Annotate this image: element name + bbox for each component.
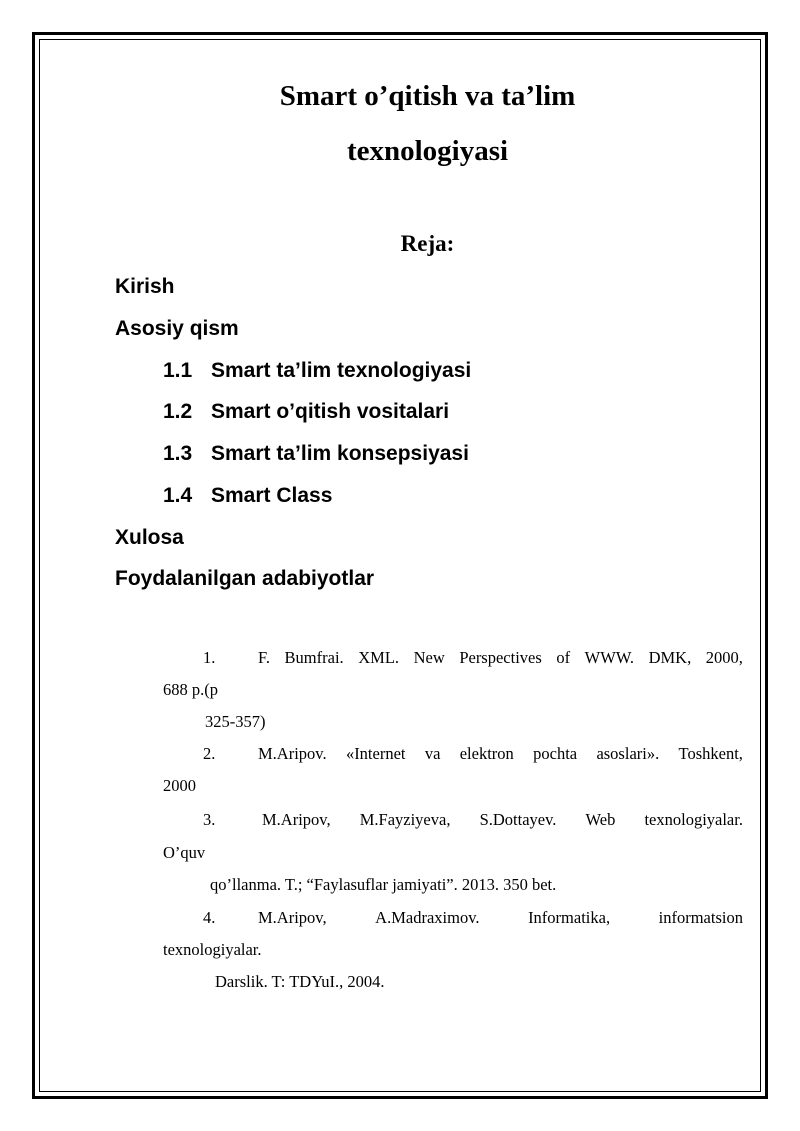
toc-subsection-label: Smart o’qitish vositalari — [211, 400, 450, 423]
reference-word: elektron — [459, 744, 514, 763]
toc-subsection — [163, 485, 332, 506]
reference-word: M.Fayziyeva, — [359, 810, 451, 829]
reference-word: of — [556, 648, 571, 667]
reference-word: Informatika, — [528, 908, 611, 927]
reference-word: 2000, — [705, 648, 743, 667]
reference-word: va — [424, 744, 441, 763]
reference-continuation: 325-357) — [205, 712, 266, 731]
reference-word: F. — [258, 648, 270, 667]
reference-word: DMK, — [648, 648, 692, 667]
reference-first-line — [258, 910, 743, 927]
toc-subsection-label: Smart Class — [211, 484, 333, 507]
reference-word: Bumfrai. — [284, 648, 344, 667]
reference-word: pochta — [533, 744, 578, 763]
toc-subsection — [163, 401, 449, 422]
reference-word: A.Madraximov. — [375, 908, 480, 927]
reference-word: asoslari». — [596, 744, 660, 763]
reference-first-line — [258, 650, 743, 667]
toc-subsection-number: 1.1 — [163, 359, 193, 382]
reference-continuation: O’quv — [163, 843, 206, 862]
reference-continuation: qo’llanma. T.; “Faylasuflar jamiyati”. 2013. 350 bet. — [210, 875, 557, 894]
toc-subsection — [163, 360, 471, 381]
toc-subsection-number: 1.2 — [163, 400, 193, 423]
toc-main-part: Asosiy qism — [115, 317, 239, 340]
reference-word: Toshkent, — [678, 744, 743, 763]
reference-number: 1. — [203, 648, 216, 667]
reference-word: New — [413, 648, 445, 667]
toc-subsection-label: Smart ta’lim texnologiyasi — [211, 359, 472, 382]
reference-word: S.Dottayev. — [479, 810, 557, 829]
reference-word: informatsion — [658, 908, 743, 927]
reference-continuation: texnologiyalar. — [163, 940, 262, 959]
reference-word: Web — [585, 810, 616, 829]
reference-word: «Internet — [345, 744, 406, 763]
toc-subsection-number: 1.3 — [163, 442, 193, 465]
toc-subsection — [163, 443, 469, 464]
reference-first-line — [258, 746, 743, 763]
page-border-inner — [39, 39, 761, 1092]
toc-subsection-label: Smart ta’lim konsepsiyasi — [211, 442, 469, 465]
plan-heading: Reja: — [400, 231, 455, 256]
reference-first-line — [262, 812, 743, 829]
toc-conclusion: Xulosa — [115, 526, 184, 549]
reference-continuation: Darslik. T: TDYuI., 2004. — [215, 972, 385, 991]
reference-word: texnologiyalar. — [644, 810, 743, 829]
toc-subsection-number: 1.4 — [163, 484, 193, 507]
document-title-line-1: Smart o’qitish va ta’lim — [279, 80, 576, 112]
reference-continuation: 688 p.(p — [163, 680, 218, 699]
document-title-line-2: texnologiyasi — [346, 135, 509, 167]
reference-number: 2. — [203, 744, 216, 763]
reference-word: M.Aripov. — [258, 744, 327, 763]
toc-intro: Kirish — [115, 275, 175, 298]
reference-word: M.Aripov, — [262, 810, 331, 829]
reference-word: Perspectives — [459, 648, 542, 667]
reference-number: 3. — [203, 810, 216, 829]
reference-word: WWW. — [584, 648, 635, 667]
reference-continuation: 2000 — [163, 776, 196, 795]
reference-word: M.Aripov, — [258, 908, 327, 927]
reference-word: XML. — [358, 648, 400, 667]
toc-references-heading: Foydalanilgan adabiyotlar — [115, 567, 375, 590]
reference-number: 4. — [203, 908, 216, 927]
